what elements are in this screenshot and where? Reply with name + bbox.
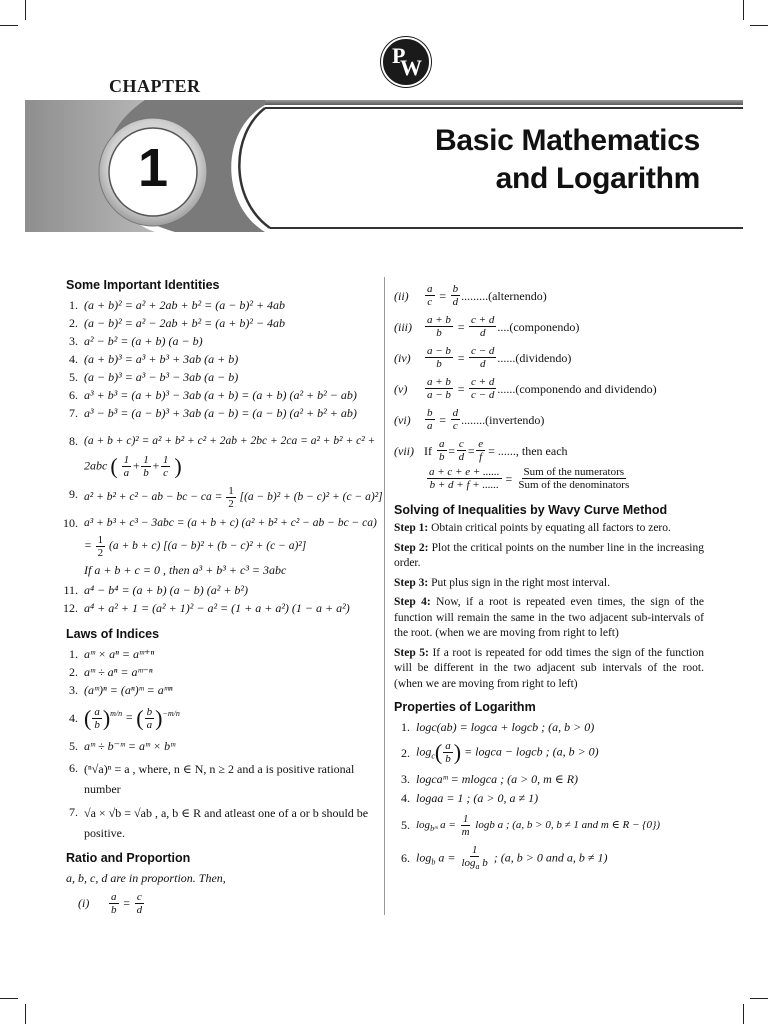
fraction <box>425 407 435 432</box>
item-formula: (a − b)³ = a³ − b³ − 3ab (a − b) <box>84 370 239 384</box>
fraction <box>425 283 435 308</box>
item-formula: (a + b + c)² = a² + b² + c² + 2ab + 2bc + 2ca = a² + b² + c² + <box>84 435 376 447</box>
formula-part: [(a − b)² + (b − c)² + (c − a)²] <box>239 491 383 504</box>
ratio-intro: a, b, c, d are in proportion. Then, <box>66 870 226 885</box>
item-number: 2. <box>401 745 410 760</box>
chapter-title-line2: and Logarithm <box>495 162 700 195</box>
section-heading-log-properties: Properties of Logarithm <box>394 700 536 714</box>
fraction <box>469 314 496 339</box>
section-heading-wavy-curve: Solving of Inequalities by Wavy Curve Method <box>394 503 668 517</box>
item-formula: aᵐ ÷ b⁻ᵐ = aᵐ × bᵐ <box>84 738 176 753</box>
fraction-denominator: b <box>436 327 442 339</box>
fraction: $\frac{1}{2}$ <box>228 485 234 510</box>
sum-ratio: $\frac{a + c + e + ......}{b + d + f + ......}$ = $\frac{\text{Sum of the numerators}}{\text{Sum of the denominators}}$ <box>429 466 630 491</box>
fraction: $\frac{c}{d}$ <box>136 890 143 916</box>
section-heading-ratio: Ratio and Proportion <box>66 850 191 865</box>
crop-mark <box>25 0 26 20</box>
step-text: Obtain critical points by equating all factors to zero. <box>428 522 671 534</box>
step-paragraph <box>394 541 704 572</box>
list-item <box>62 514 380 532</box>
item-number: 6. <box>69 388 78 402</box>
item-formula: aᵐ × aⁿ = aᵐ⁺ⁿ <box>84 647 155 661</box>
fraction-denominator: b + d + f + ...... <box>429 479 499 491</box>
item-formula: (aᵐ)ⁿ = (aⁿ)ᵐ = aᵐⁿ <box>84 683 173 697</box>
list-item <box>62 599 380 617</box>
list-item <box>62 534 380 559</box>
section-heading-identities: Some Important Identities <box>66 278 220 292</box>
identity-9 <box>62 485 383 510</box>
item-number: 4. <box>69 710 78 725</box>
item-number: 1. <box>69 298 78 312</box>
proportion-item: (iii) $\frac{a + b}{b}$ = $\frac{c + d}{d}$ ....(componendo) <box>394 314 580 339</box>
crop-mark <box>25 1004 26 1024</box>
fraction: $\frac{a}{b}$ <box>445 740 451 765</box>
item-number: 5. <box>401 818 410 833</box>
crop-mark <box>0 25 18 26</box>
fraction-numerator: a + b <box>427 376 451 388</box>
fraction <box>469 345 496 370</box>
fraction: $\frac{1}{m}$ <box>461 812 470 838</box>
property-name: ......(dividendo) <box>497 350 572 365</box>
fraction-numerator: a <box>427 283 433 295</box>
identities-list <box>62 296 380 422</box>
item-number: 3. <box>69 683 78 697</box>
fraction-denominator: Sum of the denominators <box>518 479 630 491</box>
step-paragraph <box>394 595 704 642</box>
item-number: 2. <box>69 316 78 330</box>
fraction: $\frac{1}{c}$ <box>162 454 169 479</box>
proportion-item: (ii) $\frac{a}{c}$ = $\frac{b}{d}$ .........(alternendo) <box>394 283 547 308</box>
fraction <box>451 283 461 308</box>
crop-mark <box>743 0 744 20</box>
roman-numeral: (iv) <box>394 350 411 365</box>
list-item <box>62 581 380 599</box>
fraction-denominator: d <box>479 327 486 339</box>
formula-part: = logca − logcb ; (a, b > 0) <box>464 744 599 759</box>
item-formula: logcaᵐ = mlogca ; (a > 0, m ∈ R) <box>416 771 579 786</box>
item-formula-cont: If a + b + c = 0 , then a³ + b³ + c³ = 3abc <box>84 563 287 577</box>
fraction-denominator: c <box>452 420 458 432</box>
crop-mark <box>743 1004 744 1024</box>
indices-list <box>62 645 380 843</box>
roman-numeral: (iii) <box>394 319 412 334</box>
fraction <box>427 466 502 491</box>
pw-logo <box>381 37 431 87</box>
step-paragraph <box>394 646 704 693</box>
item-number: 2. <box>69 665 78 679</box>
fraction-numerator: a + c + e + ...... <box>429 466 500 478</box>
property-name: ......(componendo and dividendo) <box>497 381 657 396</box>
roman-numeral: (vii) <box>394 443 414 458</box>
log-item <box>394 740 704 766</box>
log-properties <box>394 718 704 873</box>
list-item <box>62 454 380 479</box>
chapter-number: 1 <box>137 138 169 198</box>
fraction <box>425 376 453 401</box>
wavy-steps <box>394 521 704 692</box>
list-item <box>62 314 380 332</box>
item-formula: a⁴ − b⁴ = (a + b) (a − b) (a² + b²) <box>84 583 249 597</box>
identity-10 <box>62 514 380 579</box>
list-item <box>62 350 380 368</box>
fraction: $\frac{a}{b}$ <box>94 705 100 731</box>
fraction-denominator: c − d <box>471 389 495 401</box>
step-text: Put plus sign in the right most interval. <box>428 576 610 589</box>
item-formula: a³ + b³ + c³ − 3abc = (a + b + c) (a² + b² + c² − ab − bc − ca) <box>84 517 377 529</box>
item-formula: √a × √b = √ab , a, b ∈ R and atleast one of a or b should be positive. <box>84 805 369 840</box>
item-number: 9. <box>69 487 78 501</box>
item-formula: a² − b² = (a + b) (a − b) <box>84 334 203 348</box>
property-name: ....(componendo) <box>497 319 580 334</box>
list-item <box>62 803 380 843</box>
fraction-numerator: a − b <box>427 345 451 357</box>
formula-part: 2abc <box>84 458 108 473</box>
property-name: .........(alternendo) <box>461 288 547 303</box>
list-item <box>62 737 380 755</box>
fraction <box>516 466 631 491</box>
list-item <box>62 663 380 681</box>
left-column <box>62 276 383 919</box>
fraction: $\frac{1}{a}$ <box>123 454 130 479</box>
item-formula: $\log_c$( $\frac{a}{b}$ ) = logca − logcb ; (a, b > 0) <box>416 739 599 765</box>
fraction-numerator: b <box>452 283 459 295</box>
item-formula: (ⁿ√a)ⁿ = a , where, n ∈ N, n ≥ 2 and a is positive rational number <box>84 761 355 796</box>
fraction <box>469 376 496 401</box>
list-item <box>62 386 380 404</box>
fraction: $\frac{a}{b}$ <box>111 890 117 916</box>
item-number: 7. <box>69 804 78 819</box>
proportion-item: (vi) $\frac{b}{a}$ = $\frac{d}{c}$ ........(invertendo) <box>394 407 545 432</box>
chapter-label: CHAPTER <box>109 76 201 96</box>
item-formula: a⁴ + a² + 1 = (a² + 1)² − a² = (1 + a + a²) (1 − a + a²) <box>84 601 350 615</box>
item-formula: logaa = 1 ; (a > 0, a ≠ 1) <box>416 790 539 805</box>
step-label: Step 3: <box>394 576 429 589</box>
item-number: 5. <box>69 738 78 753</box>
item-formula: $\log_{bᵐ} a$ = $\frac{1}{m}$ logb a ; (a, b > 0, b ≠ 1 and m ∈ R − {0}) <box>416 812 661 838</box>
fraction: $\frac{e}{f}$ <box>478 438 484 463</box>
fraction-denominator: a − b <box>427 389 451 401</box>
item-formula: (a − b)² = a² − 2ab + b² = (a + b)² − 4ab <box>84 316 286 330</box>
proportion-item-1: (i) $\frac{a}{b}$ = $\frac{c}{d}$ <box>78 890 143 916</box>
item-formula: ( $\frac{a}{b}$ )$^{m/n}$ = ( $\frac{b}{a}$ )$^{-m/n}$ <box>84 705 180 731</box>
step-label: Step 4: <box>394 596 431 608</box>
list-item <box>62 404 380 422</box>
pw-logo-mark: P W <box>392 43 422 80</box>
item-number: 3. <box>69 334 78 348</box>
fraction: $\frac{b}{a}$ <box>146 705 153 731</box>
item-formula: a³ − b³ = (a − b)³ + 3ab (a − b) = (a − b) (a² + b² + ab) <box>84 406 357 420</box>
section-heading-indices: Laws of Indices <box>66 627 160 641</box>
item-number: 11. <box>63 583 78 597</box>
fraction-denominator: d <box>479 358 486 370</box>
item-number: 4. <box>69 352 78 366</box>
fraction-numerator: b <box>427 407 433 419</box>
list-item <box>62 296 380 314</box>
item-formula: logc(ab) = logca + logcb ; (a, b > 0) <box>416 720 595 734</box>
step-label: Step 5: <box>394 646 429 659</box>
list-item <box>62 561 380 579</box>
list-item <box>62 432 380 450</box>
item-formula-cont: = $\frac{1}{2}$ (a + b + c) [(a − b)² + (b − c)² + (c − a)²] <box>84 534 307 559</box>
fraction-denominator: c <box>427 296 433 308</box>
step-paragraph <box>394 576 704 592</box>
fraction: $\frac{a}{b}$ <box>439 438 445 463</box>
fraction: $\frac{1}{\log_a b}$ <box>461 843 488 872</box>
chapter-title-line1: Basic Mathematics <box>434 124 700 157</box>
log-item <box>394 813 704 838</box>
column-divider <box>384 277 385 915</box>
roman-numeral: (v) <box>394 381 408 396</box>
item-number: 1. <box>69 647 78 661</box>
step-label: Step 2: <box>394 541 429 554</box>
fraction-numerator: d <box>452 407 459 419</box>
item-formula: $\log_b a$ = $\frac{1}{\log_a b}$ ; (a, b > 0 and a, b ≠ 1) <box>416 843 608 872</box>
item-number: 3. <box>401 771 410 786</box>
fraction-denominator: b <box>436 358 442 370</box>
fraction-denominator: d <box>452 296 459 308</box>
item-number: 4. <box>401 790 410 805</box>
item-formula: a³ + b³ = (a + b)³ − 3ab (a + b) = (a + b) (a² + b² − ab) <box>84 388 357 402</box>
fraction: $\frac{1}{b}$ <box>143 454 149 479</box>
item-number: 5. <box>69 370 78 384</box>
formula-part: logb a ; (a, b > 0, b ≠ 1 and m ∈ R − {0}) <box>475 818 661 831</box>
crop-mark <box>750 25 768 26</box>
identity-8 <box>62 432 380 479</box>
fraction-numerator: c + d <box>471 314 495 326</box>
log-item <box>394 770 704 788</box>
formula-part: a² + b² + c² − ab − bc − ca = <box>84 491 223 504</box>
fraction-numerator: a + b <box>427 314 451 326</box>
fraction <box>425 314 453 339</box>
item-formula-cont: 2abc ( $\frac{1}{a}$ + $\frac{1}{b}$ + $\frac{1}{c}$ ) <box>84 453 182 479</box>
if-label: If <box>424 443 432 458</box>
then-label: = ......, then each <box>488 443 568 458</box>
list-item <box>62 705 380 731</box>
fraction-numerator: Sum of the numerators <box>523 466 625 478</box>
list-item <box>62 645 380 663</box>
fraction: $\frac{c}{d}$ <box>458 438 465 463</box>
list-item <box>62 759 380 799</box>
proportion-item: (iv) $\frac{a - b}{b}$ = $\frac{c - d}{d}$ ......(dividendo) <box>394 345 572 370</box>
list-item <box>62 368 380 386</box>
fraction <box>451 407 461 432</box>
fraction-numerator: c − d <box>471 345 495 357</box>
item-number: 7. <box>69 406 78 420</box>
chapter-title <box>435 122 700 198</box>
step-text: Now, if a root is repeated even times, the sign of the function will remain the same in the two adjacent sub-intervals of the root. (when we are moving from right to left) <box>394 596 704 639</box>
log-item <box>394 718 704 736</box>
item-formula: (a + b)² = a² + 2ab + b² = (a − b)² + 4ab <box>84 298 286 312</box>
item-number: 6. <box>69 760 78 775</box>
list-item <box>62 332 380 350</box>
log-item <box>394 844 704 873</box>
proportion-item: (v) $\frac{a + b}{a - b}$ = $\frac{c + d}{c - d}$ ......(componendo and dividendo) <box>394 376 657 401</box>
roman-numeral: (vi) <box>394 412 411 427</box>
roman-numeral: (ii) <box>394 288 409 303</box>
formula-part: ; (a, b > 0 and a, b ≠ 1) <box>493 850 608 865</box>
crop-mark <box>0 998 18 999</box>
list-item <box>62 485 383 510</box>
step-text: If a root is repeated for odd times the sign of the function will be different in the two adjacent sub intervals of the root. (when we are moving from right to left) <box>394 646 704 690</box>
crop-mark <box>750 998 768 999</box>
property-name: ........(invertendo) <box>461 412 545 427</box>
identities-list-end <box>62 581 380 617</box>
fraction-denominator: a <box>427 420 433 432</box>
step-label: Step 1: <box>394 522 429 534</box>
item-formula: aᵐ ÷ aⁿ = aᵐ⁻ⁿ <box>84 665 153 679</box>
list-item <box>62 681 380 699</box>
fraction-numerator: c + d <box>471 376 495 388</box>
item-number: 10. <box>63 516 78 530</box>
proportion-item-7: (vii) If $\frac{a}{b}$ = $\frac{c}{d}$ = $\frac{e}{f}$ = ......, then each <box>394 438 568 463</box>
item-number: 12. <box>63 601 78 615</box>
fraction <box>425 345 453 370</box>
right-column <box>394 283 704 877</box>
item-formula: (a + b)³ = a³ + b³ + 3ab (a + b) <box>84 352 239 366</box>
item-formula <box>84 485 383 510</box>
formula-part: (a + b + c) [(a − b)² + (b − c)² + (c − a)²] <box>109 540 307 553</box>
item-number: 8. <box>69 434 78 448</box>
item-number: 6. <box>401 851 410 866</box>
step-text: Plot the critical points on the number line in the increasing order. <box>394 541 704 569</box>
item-number: 1. <box>401 720 410 734</box>
log-item <box>394 789 704 807</box>
fraction: $\frac{1}{2}$ <box>97 534 104 559</box>
step-paragraph <box>394 521 704 537</box>
roman-numeral: (i) <box>78 896 90 911</box>
